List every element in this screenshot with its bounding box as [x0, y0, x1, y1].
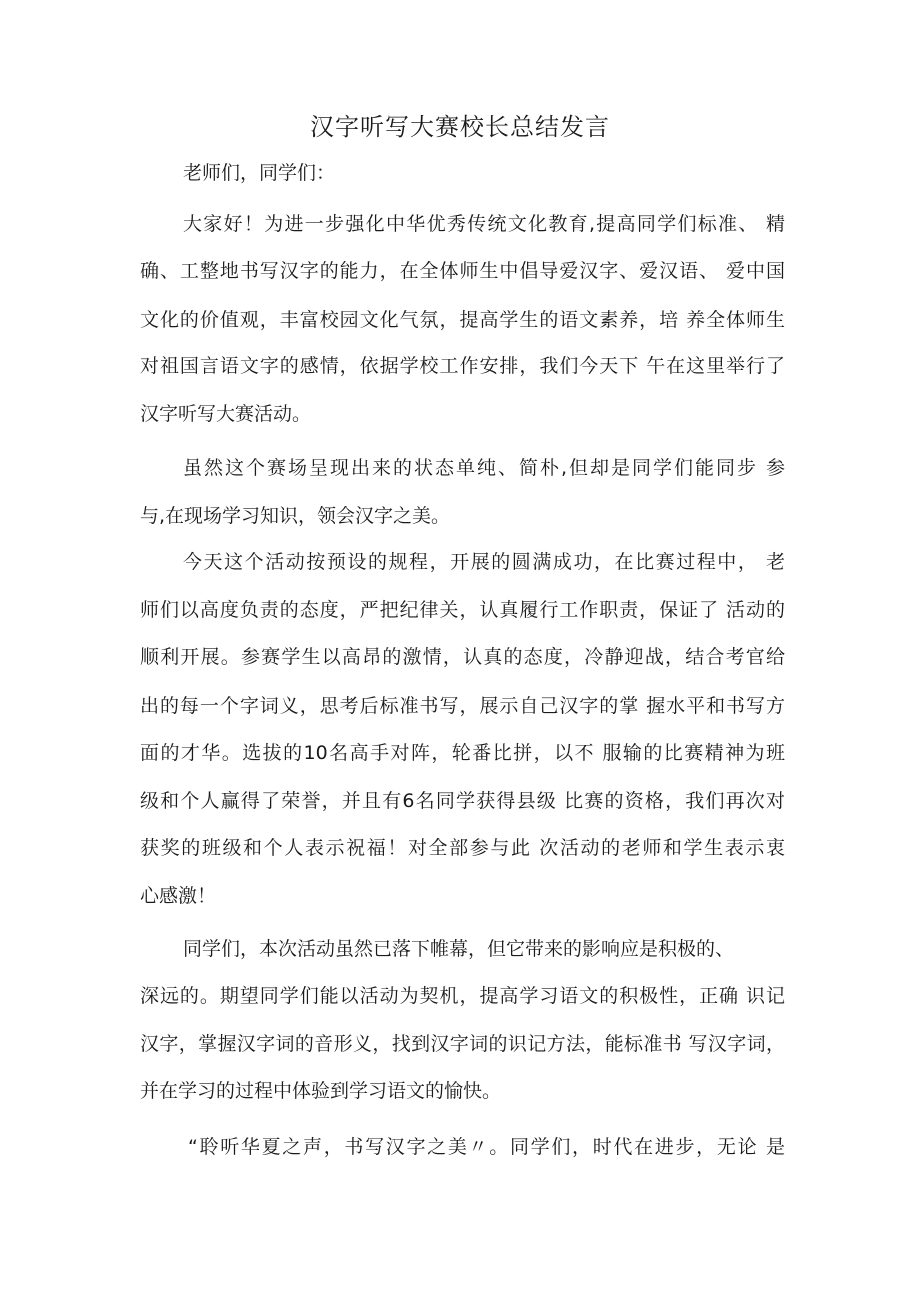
- paragraph-line: 顺利开展。参赛学生以高昂的激情，认真的态度，冷静迎战，结合考官给: [140, 646, 785, 668]
- paragraph-line: 级和个人赢得了荣誉，并且有6名同学获得县级 比赛的资格，我们再次对: [140, 790, 785, 812]
- paragraph-line: “聆听华夏之声，书写汉字之美〃。同学们，时代在进步，无论 是: [188, 1136, 785, 1158]
- paragraph-line: 获奖的班级和个人表示祝福！对全部参与此 次活动的老师和学生表示衷: [140, 837, 785, 859]
- paragraph-line: 深远的。期望同学们能以活动为契机，提高学习语文的积极性，正确 识记: [140, 985, 785, 1007]
- paragraph-line: 同学们，本次活动虽然已落下帷幕，但它带来的影响应是积极的、: [183, 938, 735, 960]
- paragraph-line: 心感激！: [140, 885, 217, 907]
- paragraph-line: 汉字听写大赛活动。: [140, 403, 312, 425]
- paragraph-line: 与,在现场学习知识，领会汉字之美。: [140, 505, 451, 527]
- document-title: 汉字听写大赛校长总结发言: [310, 113, 610, 141]
- paragraph-line: 今天这个活动按预设的规程，开展的圆满成功，在比赛过程中， 老: [183, 551, 785, 573]
- paragraph-line: 虽然这个赛场呈现出来的状态单纯、简朴,但却是同学们能同步 参: [183, 457, 785, 479]
- paragraph-line: 对祖国言语文字的感情，依据学校工作安排，我们今天下 午在这里举行了: [140, 355, 785, 377]
- paragraph-line: 文化的价值观，丰富校园文化气氛，提高学生的语文素养，培 养全体师生: [140, 309, 785, 331]
- paragraph-line: 师们以高度负责的态度，严把纪律关，认真履行工作职责，保证了 活动的: [140, 599, 785, 621]
- paragraph-line: 面的才华。选拔的10名高手对阵，轮番比拼，以不 服输的比赛精神为班: [140, 742, 785, 764]
- paragraph-line: 出的每一个字词义，思考后标准书写，展示自己汉字的掌 握水平和书写方: [140, 695, 785, 717]
- paragraph-line: 并在学习的过程中体验到学习语文的愉快。: [140, 1080, 502, 1102]
- paragraph-line: 大家好！为进一步强化中华优秀传统文化教育,提高同学们标准、 精: [183, 213, 785, 235]
- paragraph-line: 确、工整地书写汉字的能力，在全体师生中倡导爱汉字、爱汉语、 爱中国: [140, 260, 785, 282]
- salutation: 老师们，同学们：: [183, 162, 336, 184]
- paragraph-line: 汉字，掌握汉字词的音形义，找到汉字词的识记方法，能标准书 写汉字词，: [140, 1033, 785, 1055]
